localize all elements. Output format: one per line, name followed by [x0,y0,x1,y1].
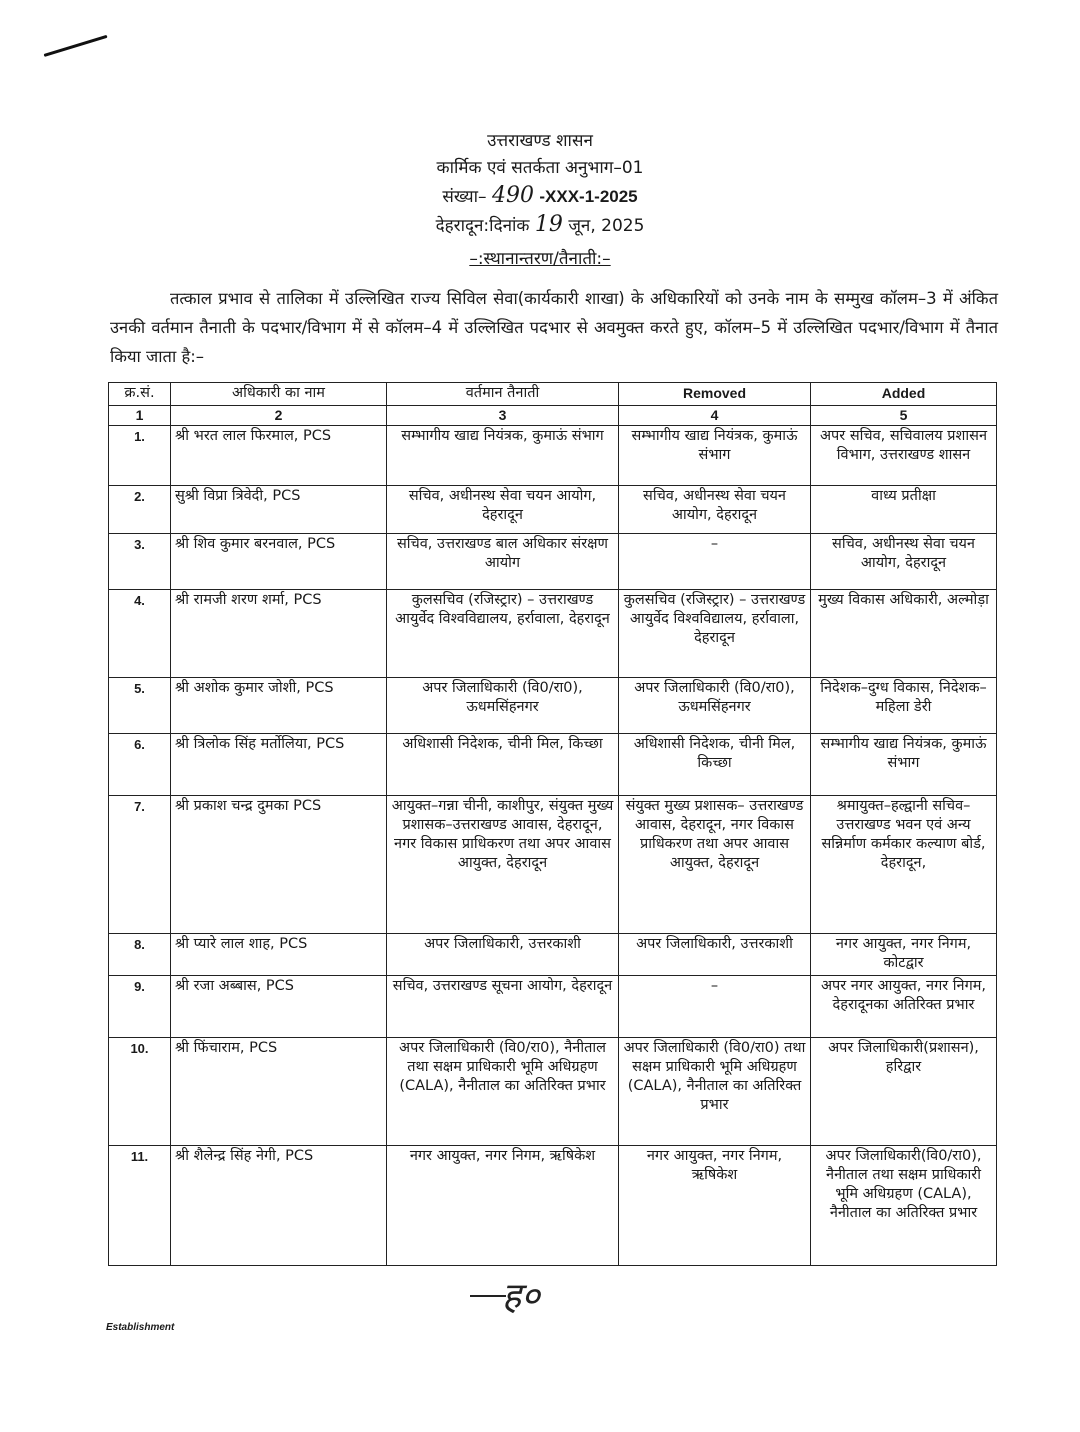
header-serial: क्र.सं. [109,383,171,406]
serial-cell: 6. [109,734,171,796]
current-cell: कुलसचिव (रजिस्ट्रार) – उत्तराखण्ड आयुर्वेद विश्वविद्यालय, हर्रावाला, देहरादून [387,590,619,678]
serial-cell: 3. [109,534,171,590]
removed-cell: – [619,976,811,1038]
removed-cell: नगर आयुक्त, नगर निगम, ऋषिकेश [619,1146,811,1266]
colnum: 4 [619,406,811,426]
current-cell: नगर आयुक्त, नगर निगम, ऋषिकेश [387,1146,619,1266]
department-name: कार्मिक एवं सतर्कता अनुभाग–01 [436,158,644,178]
serial-cell: 5. [109,678,171,734]
header-added: Added [811,383,997,406]
footer-label: Establishment [106,1322,175,1333]
table-row [109,426,997,486]
serial-cell: 10. [109,1038,171,1146]
added-cell: श्रमायुक्त–हल्द्वानी सचिव–उत्तराखण्ड भवन एवं अन्य सन्निर्माण कर्मकार कल्याण बोर्ड, देहरादून, [811,796,997,934]
govt-name: उत्तराखण्ड शासन [487,131,593,151]
serial-cell: 8. [109,934,171,976]
serial-cell: 2. [109,486,171,534]
added-cell: अपर सचिव, सचिवालय प्रशासन विभाग, उत्तराखण्ड शासन [811,426,997,486]
order-date: देहरादून:दिनांक 19 जून, 2025 [435,212,645,237]
column-number-row [109,406,997,426]
removed-cell: अपर जिलाधिकारी (वि0/रा0), ऊधमसिंहनगर [619,678,811,734]
pen-mark [44,35,108,57]
colnum: 5 [811,406,997,426]
removed-cell: अधिशासी निदेशक, चीनी मिल, किच्छा [619,734,811,796]
name-cell: श्री फिंचाराम, PCS [171,1038,387,1146]
added-cell: वाध्य प्रतीक्षा [811,486,997,534]
header-removed: Removed [619,383,811,406]
added-cell: अपर नगर आयुक्त, नगर निगम, देहरादूनका अतिरिक्त प्रभार [811,976,997,1038]
name-cell: श्री शिव कुमार बरनवाल, PCS [171,534,387,590]
serial-cell: 7. [109,796,171,934]
table-header-row [109,383,997,406]
order-number: संख्या– 490 -XXX-1-2025 [442,183,638,208]
table-row [109,934,997,976]
name-cell: श्री त्रिलोक सिंह मर्तोलिया, PCS [171,734,387,796]
added-cell: अपर जिलाधिकारी(प्रशासन), हरिद्वार [811,1038,997,1146]
serial-cell: 9. [109,976,171,1038]
table-row [109,796,997,934]
header-name: अधिकारी का नाम [171,383,387,406]
document-header [0,128,1080,269]
table-row [109,678,997,734]
table-row [109,590,997,678]
table-row [109,486,997,534]
current-cell: सचिव, उत्तराखण्ड बाल अधिकार संरक्षण आयोग [387,534,619,590]
table-row [109,534,997,590]
current-cell: अपर जिलाधिकारी, उत्तरकाशी [387,934,619,976]
header-current: वर्तमान तैनाती [387,383,619,406]
added-cell: निदेशक–दुग्ध विकास, निदेशक–महिला डेरी [811,678,997,734]
removed-cell: – [619,534,811,590]
name-cell: श्री भरत लाल फिरमाल, PCS [171,426,387,486]
colnum: 1 [109,406,171,426]
current-cell: सचिव, अधीनस्थ सेवा चयन आयोग, देहरादून [387,486,619,534]
current-cell: सचिव, उत्तराखण्ड सूचना आयोग, देहरादून [387,976,619,1038]
table-row [109,734,997,796]
table-row [109,976,997,1038]
added-cell: मुख्य विकास अधिकारी, अल्मोड़ा [811,590,997,678]
table-row [109,1146,997,1266]
name-cell: श्री अशोक कुमार जोशी, PCS [171,678,387,734]
name-cell: सुश्री विप्रा त्रिवेदी, PCS [171,486,387,534]
current-cell: अपर जिलाधिकारी (वि0/रा0), नैनीताल तथा सक्षम प्राधिकारी भूमि अधिग्रहण (CALA), नैनीताल का अतिरिक्त प्रभार [387,1038,619,1146]
serial-cell: 11. [109,1146,171,1266]
signature: ह० [502,1276,540,1317]
removed-cell: अपर जिलाधिकारी, उत्तरकाशी [619,934,811,976]
colnum: 3 [387,406,619,426]
current-cell: अधिशासी निदेशक, चीनी मिल, किच्छा [387,734,619,796]
removed-cell: सम्भागीय खाद्य नियंत्रक, कुमाऊं संभाग [619,426,811,486]
name-cell: श्री रामजी शरण शर्मा, PCS [171,590,387,678]
name-cell: श्री रजा अब्बास, PCS [171,976,387,1038]
order-subject: –:स्थानान्तरण/तैनाती:– [469,249,611,269]
added-cell: सम्भागीय खाद्य नियंत्रक, कुमाऊं संभाग [811,734,997,796]
signature-stroke [470,1295,506,1297]
table-row [109,1038,997,1146]
current-cell: आयुक्त–गन्ना चीनी, काशीपुर, संयुक्त मुख्य प्रशासक–उत्तराखण्ड आवास, देहरादून, नगर विकास प्राधिकरण तथा अपर आवास आयुक्त, देहरादून [387,796,619,934]
name-cell: श्री शैलेन्द्र सिंह नेगी, PCS [171,1146,387,1266]
handwritten-date: 19 [534,212,563,237]
handwritten-number: 490 [491,183,534,208]
serial-cell: 4. [109,590,171,678]
colnum: 2 [171,406,387,426]
removed-cell: कुलसचिव (रजिस्ट्रार) – उत्तराखण्ड आयुर्वेद विश्वविद्यालय, हर्रावाला, देहरादून [619,590,811,678]
removed-cell: संयुक्त मुख्य प्रशासक– उत्तराखण्ड आवास, देहरादून, नगर विकास प्राधिकरण तथा अपर आवास आयुक्त, देहरादून [619,796,811,934]
current-cell: सम्भागीय खाद्य नियंत्रक, कुमाऊं संभाग [387,426,619,486]
added-cell: अपर जिलाधिकारी(वि0/रा0), नैनीताल तथा सक्षम प्राधिकारी भूमि अधिग्रहण (CALA), नैनीताल का अतिरिक्त प्रभार [811,1146,997,1266]
added-cell: सचिव, अधीनस्थ सेवा चयन आयोग, देहरादून [811,534,997,590]
name-cell: श्री प्रकाश चन्द्र दुमका PCS [171,796,387,934]
intro-paragraph: तत्काल प्रभाव से तालिका में उल्लिखित राज्य सिविल सेवा(कार्यकारी शाखा) के अधिकारियों को उनके नाम के सम्मुख कॉलम–3 में अंकित उनकी वर्तमान तैनाती के पदभार/विभाग में से कॉलम–4 में उल्लिखित पदभार से अवमुक्त करते हुए, कॉलम–5 में उल्लिखित पदभार/विभाग में तैनात किया जाता है:– [110,289,998,366]
removed-cell: अपर जिलाधिकारी (वि0/रा0) तथा सक्षम प्राधिकारी भूमि अधिग्रहण (CALA), नैनीताल का अतिरिक्त प्रभार [619,1038,811,1146]
transfer-table [108,382,997,1266]
removed-cell: सचिव, अधीनस्थ सेवा चयन आयोग, देहरादून [619,486,811,534]
serial-cell: 1. [109,426,171,486]
name-cell: श्री प्यारे लाल शाह, PCS [171,934,387,976]
added-cell: नगर आयुक्त, नगर निगम, कोटद्वार [811,934,997,976]
current-cell: अपर जिलाधिकारी (वि0/रा0), ऊधमसिंहनगर [387,678,619,734]
